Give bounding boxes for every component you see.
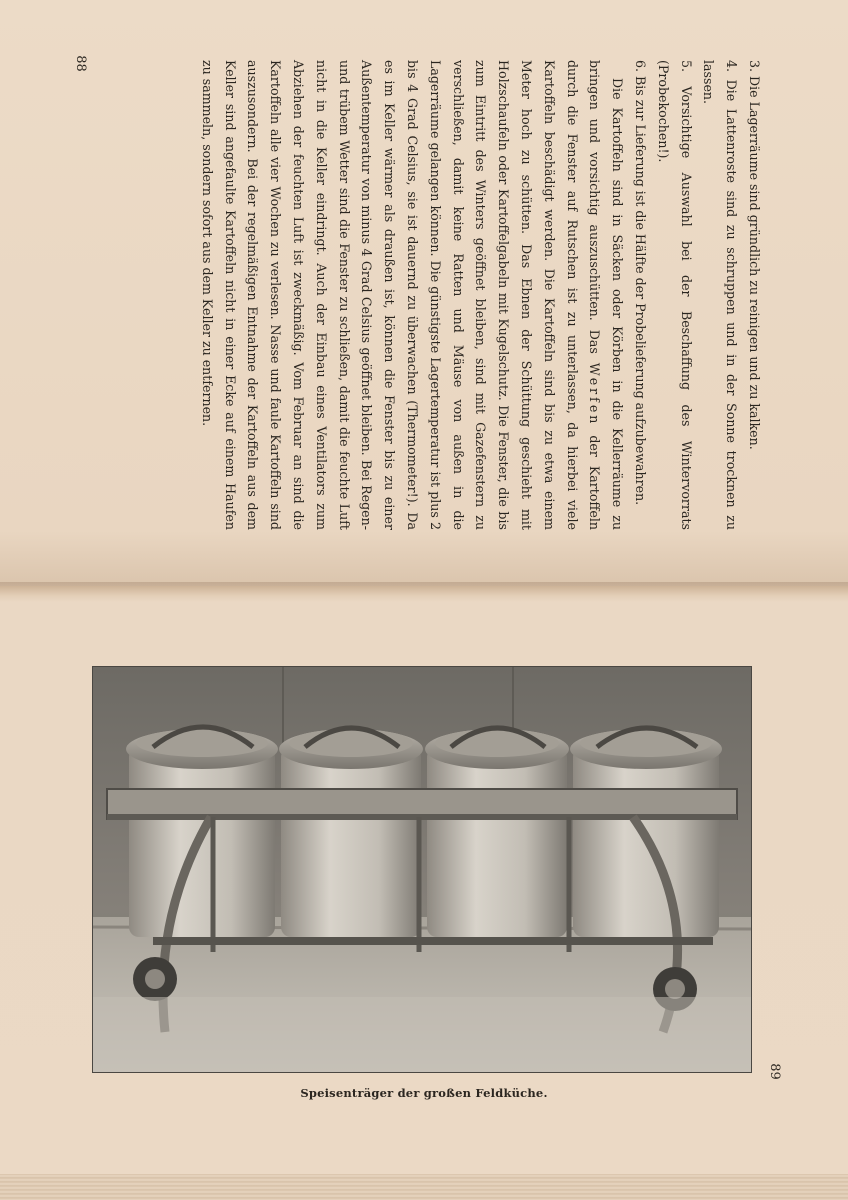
can-3 xyxy=(425,728,569,937)
left-page xyxy=(0,0,848,590)
page-edges xyxy=(0,1174,848,1200)
paragraph-start: Die Kartoffeln sind in Säcken oder Körben in die Kellerräume zu bringen und vorsichtig auszuschütten. Das xyxy=(587,60,626,530)
body-paragraph xyxy=(195,60,628,530)
page-text xyxy=(195,60,765,530)
can-2 xyxy=(279,728,423,937)
storage-instructions-list xyxy=(628,60,765,530)
paragraph-rest: der Kartoffeln durch die Fenster auf Rutschen ist zu unterlassen, da hierbei viele Kartoffeln beschädigt werden. Die Kartoffeln sind bis zu etwa einem Meter hoch zu schütten. Das Ebnen der Schüttung geschieht mit Holzschaufeln oder Kartoffelgabeln mit Kugelschutz. Die Fenster, die bis zum Eintritt des Winters geöffnet bleiben, sind mit Gazefenstern zu verschließen, damit keine Ratten und Mäuse von außen in die Lagerräume gelangen können. Die günstigste Lagertemperatur ist plus 2 bis 4 Grad Celsius, sie ist dauernd zu überwachen (Thermometer!). Da es im Keller wärmer als draußen ist, können die Fenster bis zu einer Außentemperatur von minus 4 Grad Celsius geöffnet bleiben. Bei Regen- und trübem Wetter sind die Fenster zu schließen, damit die feuchte Luft nicht in die Keller eindringt. Auch der Einbau eines Ventilators zum Abziehen der feuchten Luft ist zweckmäßig. Vom Februar an sind die Kartoffeln alle vier Wochen zu verlesen. Nasse und faule Kartoffeln sind auszusondern. Bei der regelmäßigen Entnahme der Kartoffeln aus dem Keller sind angefaulte Kartoffeln nicht in einer Ecke auf einem Haufen zu sammeln, sondern sofort aus dem Keller zu entfernen. xyxy=(199,60,603,530)
photo-illustration xyxy=(93,667,751,1072)
page-number-89: 89 xyxy=(766,1063,782,1080)
list-item: 3. Die Lagerräume sind gründlich zu reinigen und zu kalken. xyxy=(747,60,762,450)
photo-caption: Speisenträger der großen Feldküche. xyxy=(300,1086,548,1100)
book-gutter xyxy=(0,586,848,602)
spaced-word: Werfen xyxy=(587,362,603,427)
list-item: 6. Bis zur Lieferung ist die Hälfte der Probelieferung aufzubewahren. xyxy=(633,60,649,506)
list-item: 4. Die Lattenroste sind zu schruppen und in der Sonne trocknen zu lassen. xyxy=(701,60,740,530)
page-number-88: 88 xyxy=(72,55,88,72)
list-item: 5. Vorsichtige Auswahl bei der Beschaffung des Wintervorrats (Probekochen!). xyxy=(655,60,694,530)
food-carrier-photo xyxy=(93,667,751,1072)
rotated-text-block xyxy=(155,40,765,540)
